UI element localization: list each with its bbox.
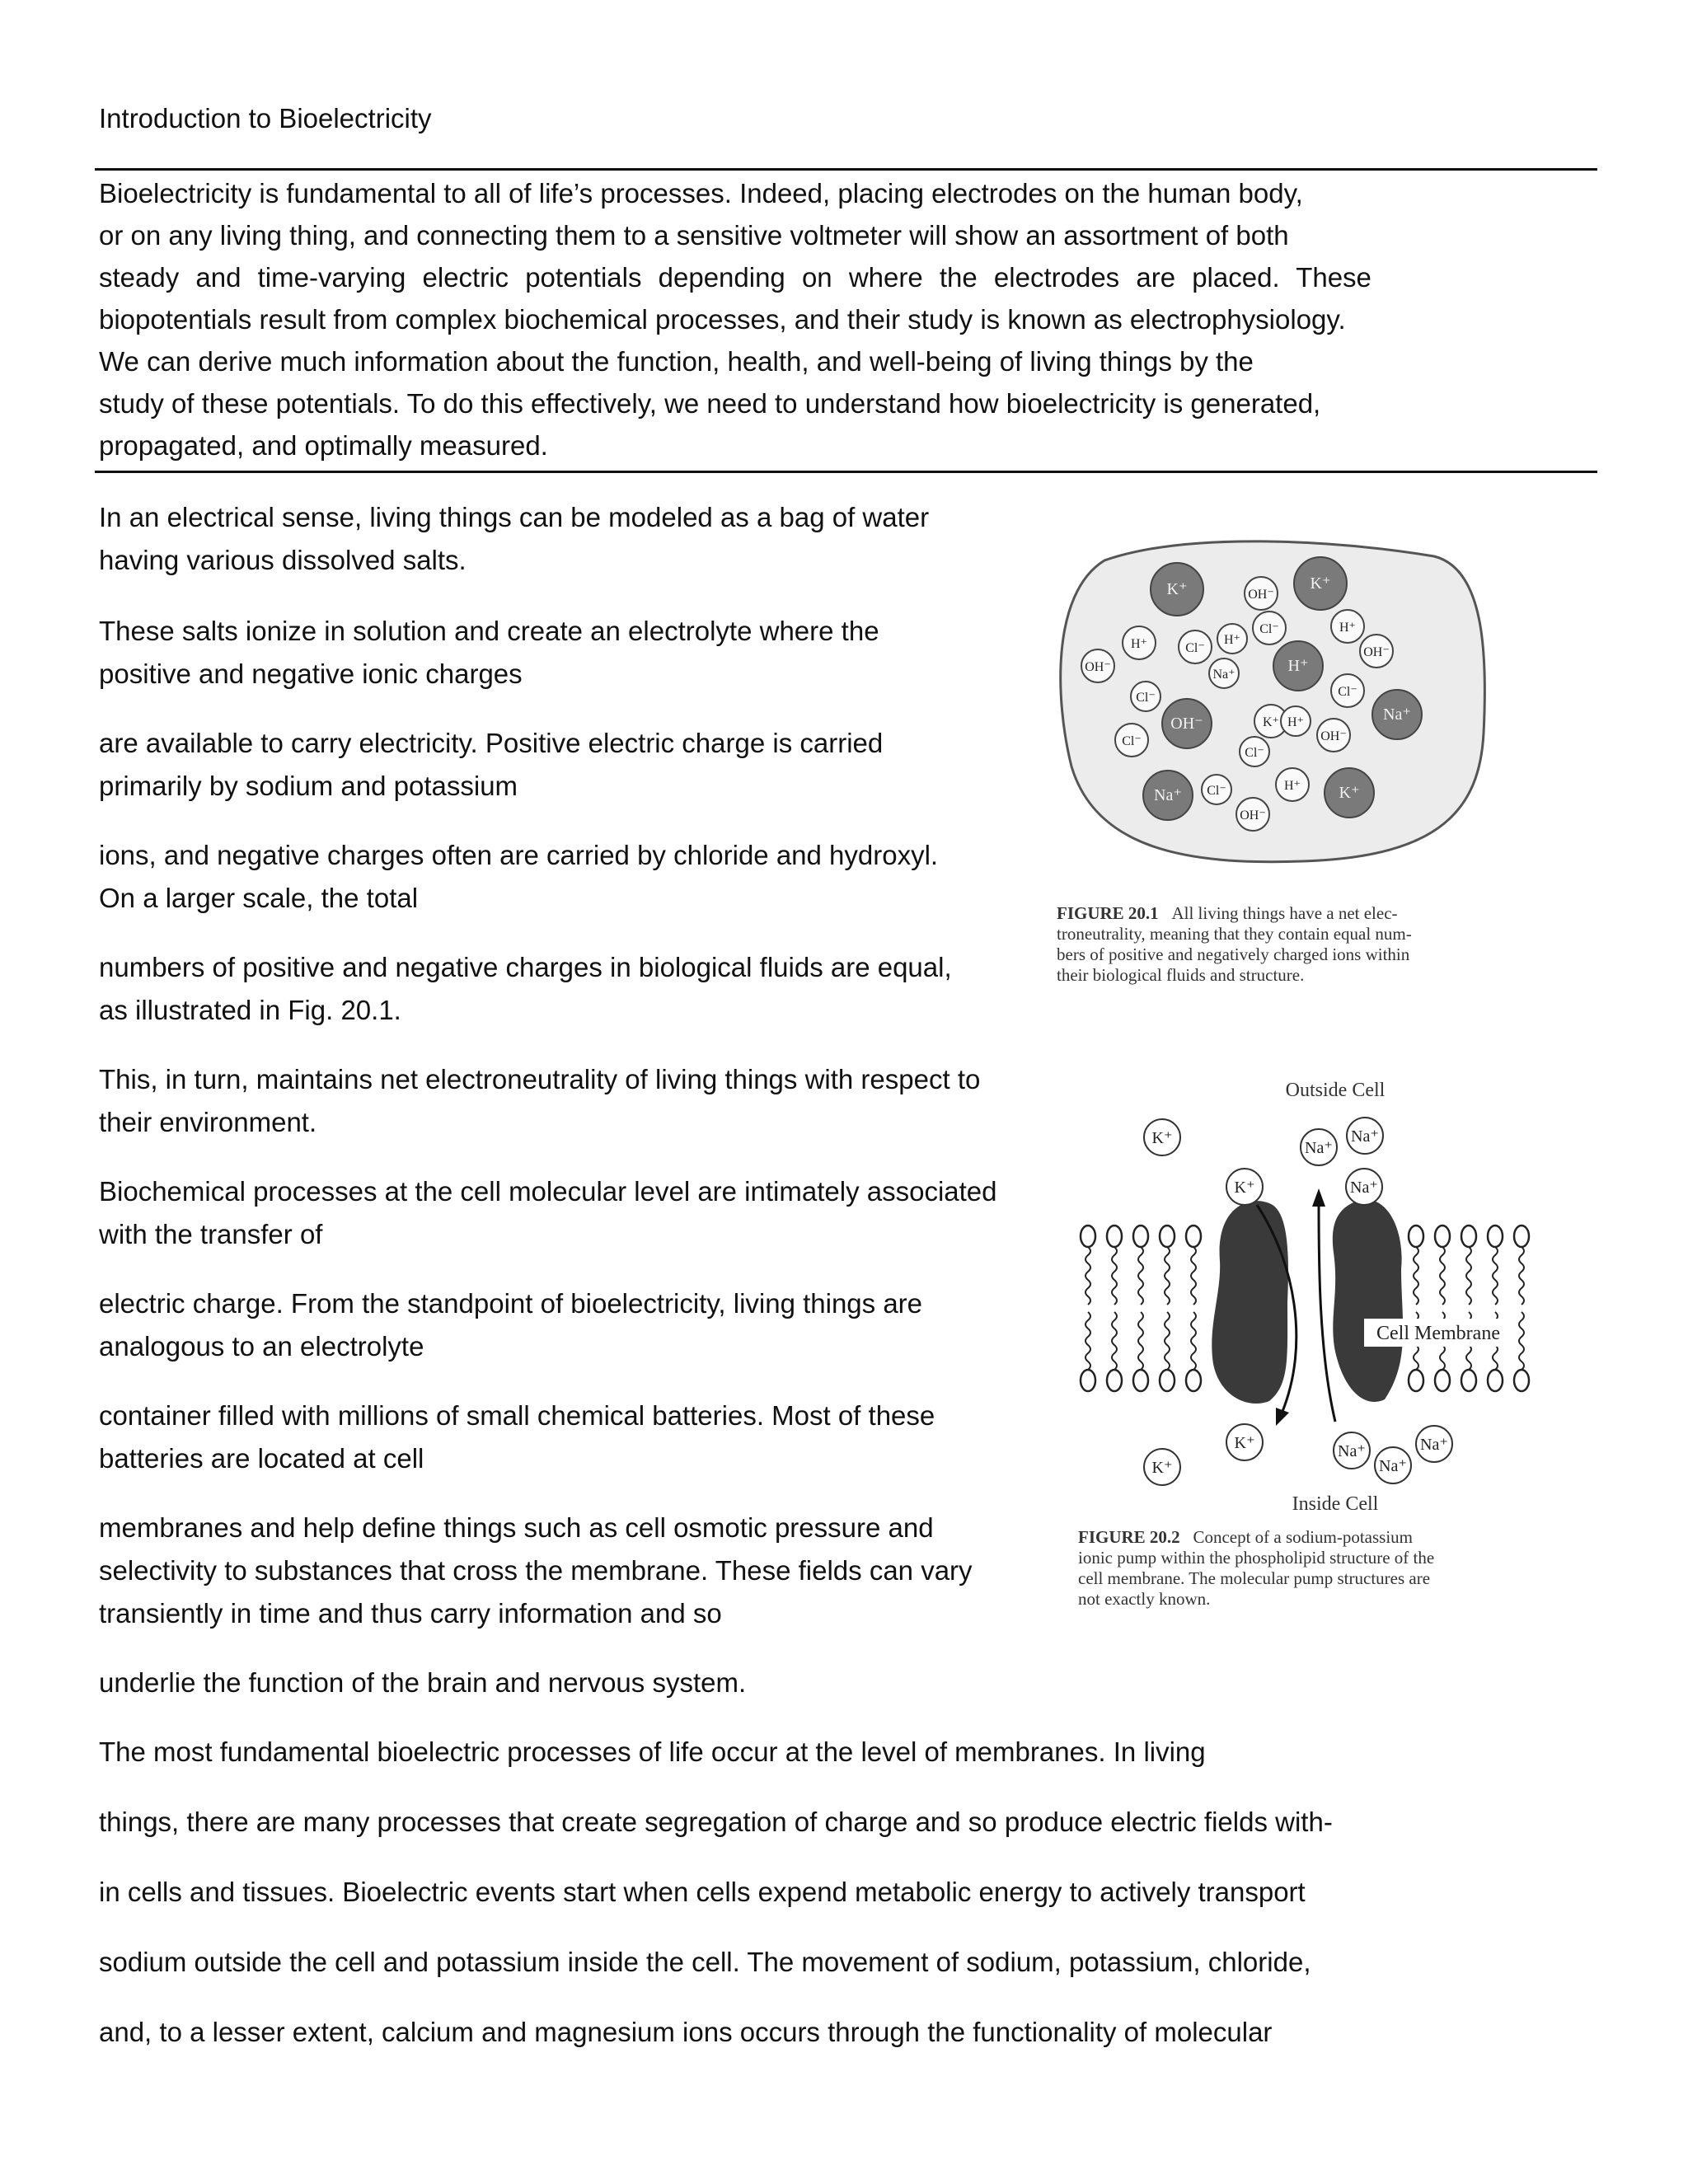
- pump-protein-right: [1333, 1199, 1403, 1402]
- top-rule: [95, 168, 1597, 171]
- lipid-tail: [1165, 1312, 1170, 1370]
- ion-label: Na⁺: [1383, 705, 1411, 724]
- ion-label: Na⁺: [1338, 1442, 1366, 1460]
- lipid-tail: [1414, 1247, 1418, 1305]
- ion-label: H⁺: [1131, 637, 1147, 651]
- paragraph: numbers of positive and negative charges in biological fluids are equal, as illustrated in Fig. 20.1.: [99, 952, 952, 1025]
- ion-label: K⁺: [1310, 574, 1331, 593]
- ion-label: K⁺: [1263, 715, 1279, 729]
- ion-label: Na⁺: [1212, 668, 1236, 682]
- lipid-head: [1461, 1370, 1476, 1391]
- lipid-head: [1133, 1370, 1148, 1391]
- lipid-head: [1186, 1370, 1201, 1391]
- intro-line: steady and time-varying electric potentials depending on where the electrodes are placed. These: [99, 262, 1372, 293]
- paragraph: ions, and negative charges often are carried by chloride and hydroxyl. On a larger scale, the total: [99, 840, 939, 913]
- paragraph: This, in turn, maintains net electroneutrality of living things with respect to their environment.: [99, 1064, 981, 1137]
- lipid-tail: [1112, 1247, 1117, 1305]
- paragraph: underlie the function of the brain and nervous system.: [99, 1667, 747, 1698]
- intro-line: study of these potentials. To do this effectively, we need to understand how bioelectricity is generated,: [99, 388, 1321, 419]
- intro-line: biopotentials result from complex biochemical processes, and their study is known as electrophysiology.: [99, 304, 1346, 335]
- ion-label: Cl⁻: [1338, 685, 1357, 699]
- ion-label: K⁺: [1151, 1129, 1173, 1147]
- lipid-head: [1081, 1370, 1095, 1391]
- ion-label: Cl⁻: [1185, 641, 1205, 655]
- lipid-tail: [1085, 1247, 1090, 1305]
- pump-protein-left: [1212, 1201, 1288, 1404]
- ion-label: K⁺: [1151, 1459, 1173, 1477]
- paragraph: In an electrical sense, living things can be modeled as a bag of water having various dissolved salts.: [99, 502, 930, 575]
- ion-label: OH⁻: [1170, 715, 1203, 733]
- intro-line: or on any living thing, and connecting them to a sensitive voltmeter will show an assortment of both: [99, 220, 1289, 251]
- ion-label: Cl⁻: [1207, 784, 1226, 798]
- page-title: Introduction to Bioelectricity: [99, 103, 432, 134]
- ion-label: Na⁺: [1420, 1436, 1448, 1454]
- ion-label: K⁺: [1166, 580, 1188, 598]
- ion-label: Na⁺: [1351, 1127, 1379, 1146]
- lipid-tail: [1493, 1247, 1498, 1305]
- lipid-head: [1107, 1370, 1122, 1391]
- figure-20-1: [1055, 536, 1500, 874]
- paragraph: electric charge. From the standpoint of bioelectricity, living things are analogous to an electrolyte: [99, 1288, 923, 1361]
- cell-membrane-label: Cell Membrane: [1376, 1323, 1500, 1344]
- ion-label: K⁺: [1234, 1179, 1255, 1197]
- paragraph: are available to carry electricity. Positive electric charge is carried primarily by sodium and potassium: [99, 728, 884, 801]
- lipid-head: [1107, 1226, 1122, 1247]
- ion-label: H⁺: [1284, 779, 1301, 793]
- body-line: The most fundamental bioelectric processes of life occur at the level of membranes. In living: [99, 1736, 1206, 1767]
- lipid-head: [1409, 1370, 1423, 1391]
- lipid-head: [1186, 1226, 1201, 1247]
- body-line: and, to a lesser extent, calcium and magnesium ions occurs through the functionality of molecular: [99, 2017, 1273, 2047]
- lipid-head: [1435, 1226, 1450, 1247]
- ion-label: Cl⁻: [1136, 691, 1156, 705]
- lipid-tail: [1191, 1312, 1196, 1370]
- figure-20-1-caption: FIGURE 20.1 All living things have a net elec- troneutrality, meaning that they contain equal num- bers of positive and negatively charged ions within their biological fluids and structure.: [1057, 903, 1412, 985]
- sodium-arrowhead: [1312, 1188, 1325, 1207]
- lipid-tail: [1519, 1247, 1524, 1305]
- ion-label: H⁺: [1287, 715, 1304, 729]
- ion-label: H⁺: [1224, 633, 1240, 647]
- ion-label: H⁺: [1339, 621, 1356, 635]
- ion-label: OH⁻: [1240, 808, 1266, 823]
- paragraph: These salts ionize in solution and create an electrolyte where the positive and negative ionic charges: [99, 616, 879, 689]
- body-line: sodium outside the cell and potassium inside the cell. The movement of sodium, potassium, chloride,: [99, 1947, 1311, 1977]
- body-line: in cells and tissues. Bioelectric events start when cells expend metabolic energy to actively transport: [99, 1877, 1306, 1907]
- lipid-tail: [1085, 1312, 1090, 1370]
- bottom-rule: [95, 471, 1597, 473]
- figure-20-2-caption: FIGURE 20.2 Concept of a sodium-potassium ionic pump within the phospholipid structure of the cell membrane. The molecular pump structures are not exactly known.: [1078, 1527, 1435, 1609]
- ion-label: Na⁺: [1154, 786, 1182, 804]
- lipid-head: [1160, 1370, 1175, 1391]
- lipid-tail: [1440, 1247, 1445, 1305]
- lipid-head: [1081, 1226, 1095, 1247]
- ion-label: OH⁻: [1320, 729, 1347, 743]
- lipid-tail: [1519, 1312, 1524, 1370]
- ion-label: K⁺: [1234, 1434, 1255, 1452]
- lipid-tail: [1112, 1312, 1117, 1370]
- ion-label: H⁺: [1287, 657, 1309, 675]
- ion-label: OH⁻: [1085, 660, 1111, 674]
- ion-label: K⁺: [1339, 784, 1360, 802]
- ion-label: OH⁻: [1248, 588, 1274, 602]
- intro-line: We can derive much information about the function, health, and well-being of living things by the: [99, 346, 1254, 377]
- lipid-tail: [1138, 1312, 1143, 1370]
- intro-line: propagated, and optimally measured.: [99, 430, 548, 461]
- lipid-tail: [1138, 1247, 1143, 1305]
- lipid-head: [1514, 1370, 1529, 1391]
- lipid-head: [1160, 1226, 1175, 1247]
- lipid-head: [1488, 1226, 1503, 1247]
- paragraph: container filled with millions of small chemical batteries. Most of these batteries are located at cell: [99, 1400, 935, 1474]
- paragraph: Biochemical processes at the cell molecular level are intimately associated with the transfer of: [99, 1176, 997, 1249]
- lipid-head: [1514, 1226, 1529, 1247]
- figure-20-2: [1071, 1071, 1533, 1516]
- lipid-tail: [1165, 1247, 1170, 1305]
- ion-label: Cl⁻: [1259, 622, 1279, 636]
- lipid-head: [1133, 1226, 1148, 1247]
- inside-cell-label: Inside Cell: [1292, 1493, 1379, 1515]
- lipid-head: [1435, 1370, 1450, 1391]
- ion-label: Na⁺: [1350, 1179, 1378, 1197]
- ion-label: Na⁺: [1305, 1139, 1333, 1157]
- ion-label: Cl⁻: [1245, 746, 1264, 760]
- lipid-head: [1488, 1370, 1503, 1391]
- ion-label: Na⁺: [1379, 1457, 1407, 1475]
- ion-label: Cl⁻: [1122, 734, 1142, 748]
- intro-line: Bioelectricity is fundamental to all of life’s processes. Indeed, placing electrodes on the human body,: [99, 178, 1303, 209]
- lipid-head: [1409, 1226, 1423, 1247]
- potassium-arrowhead: [1276, 1408, 1289, 1426]
- outside-cell-label: Outside Cell: [1285, 1080, 1386, 1101]
- paragraph: membranes and help define things such as cell osmotic pressure and selectivity to substances that cross the membrane. These fields can vary transiently in time and thus carry information and so: [99, 1512, 973, 1629]
- lipid-tail: [1191, 1247, 1196, 1305]
- lipid-tail: [1466, 1247, 1471, 1305]
- ion-label: OH⁻: [1363, 645, 1390, 659]
- lipid-head: [1461, 1226, 1476, 1247]
- body-line: things, there are many processes that create segregation of charge and so produce electric fields with-: [99, 1807, 1333, 1837]
- phospholipid-bilayer: [1081, 1226, 1529, 1391]
